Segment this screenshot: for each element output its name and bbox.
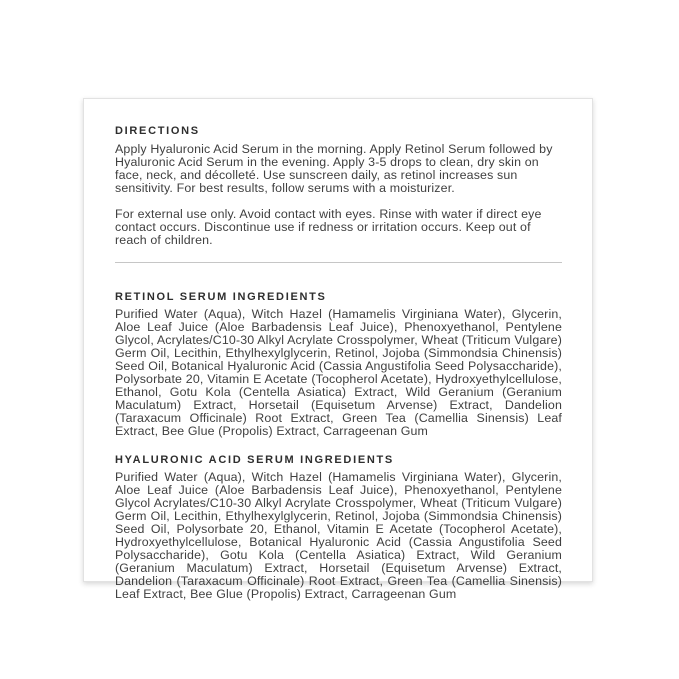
hyaluronic-ingredients-heading: HYALURONIC ACID SERUM INGREDIENTS bbox=[115, 454, 394, 466]
hyaluronic-ingredients-text: Purified Water (Aqua), Witch Hazel (Hamamelis Virginiana Water), Glycerin, Aloe Leaf Juice (Aloe Barbadensis Leaf Juice), Phenoxyethanol, Pentylene Glycol Acrylates/C10-30 Alkyl Acrylate Crosspolymer, Wheat (Triticum Vulgare) Germ Oil, Lecithin, Ethylhexylglycerin, Retinol, Jojoba (Simmondsia Chinensis) Seed Oil, Polysorbate 20, Ethanol, Vitamin E Acetate (Tocopherol Acetate), Hydroxyethylcellulose, Botanical Hyaluronic Acid (Cassia Angustifolia Seed Polysaccharide), Gotu Kola (Centella Asiatica) Extract, Wild Geranium (Geranium Maculatum) Extract, Horsetail (Equisetum Arvense) Extract, Dandelion (Taraxacum Officinale) Root Extract, Green Tea (Camellia Sinensis) Leaf Extract, Bee Glue (Propolis) Extract, Carrageenan Gum bbox=[115, 470, 562, 601]
retinol-ingredients-text: Purified Water (Aqua), Witch Hazel (Hamamelis Virginiana Water), Glycerin, Aloe Leaf Juice (Aloe Barbadensis Leaf Juice), Phenoxyethanol, Pentylene Glycol, Acrylates/C10-30 Alkyl Acrylate Crosspolymer, Wheat (Triticum Vulgare) Germ Oil, Lecithin, Ethylhexylglycerin, Retinol, Jojoba (Simmondsia Chinensis) Seed Oil, Botanical Hyaluronic Acid (Cassia Angustifolia Seed Polysaccharide), Polysorbate 20, Vitamin E Acetate (Tocopherol Acetate), Hydroxyethylcellulose, Ethanol, Gotu Kola (Centella Asiatica) Extract, Wild Geranium (Geranium Maculatum) Extract, Horsetail (Equisetum Arvense) Extract, Dandelion (Taraxacum Officinale) Root Extract, Green Tea (Camellia Sinensis) Leaf Extract, Bee Glue (Propolis) Extract, Carrageenan Gum bbox=[115, 307, 562, 438]
directions-section bbox=[115, 125, 562, 247]
section-divider bbox=[115, 262, 562, 263]
product-label-card bbox=[83, 98, 593, 601]
retinol-ingredients-section bbox=[115, 291, 562, 438]
directions-usage-text: Apply Hyaluronic Acid Serum in the morning. Apply Retinol Serum followed by Hyaluronic Acid Serum in the evening. Apply 3-5 drops to clean, dry skin on face, neck, and décolleté. Use sunscreen daily, as retinol increases sun sensitivity. For best results, follow serums with a moisturizer. bbox=[115, 142, 553, 195]
directions-warning-text: For external use only. Avoid contact with eyes. Rinse with water if direct eye contact occurs. Discontinue use if redness or irritation occurs. Keep out of reach of children. bbox=[115, 207, 542, 247]
directions-heading: DIRECTIONS bbox=[115, 125, 200, 137]
hyaluronic-ingredients-section bbox=[115, 454, 562, 601]
retinol-ingredients-heading: RETINOL SERUM INGREDIENTS bbox=[115, 291, 327, 303]
